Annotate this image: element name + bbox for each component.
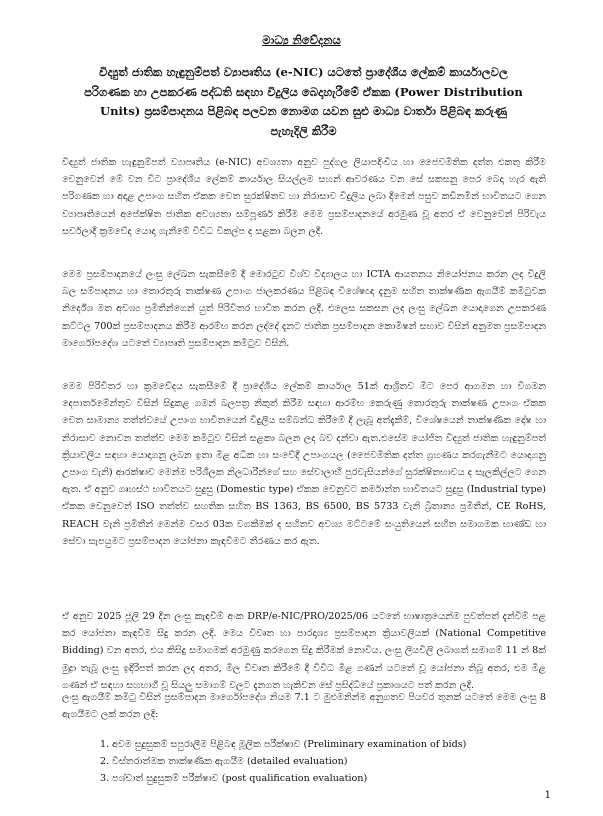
- list-item-number: 2.: [100, 756, 110, 767]
- body-paragraph: ලංසු ඇගයීම් කමිටු විසින් ප්‍රසම්පාදන මාර්ගෝපදේශ නියම 7.1 ට මුළුමනින්ම අනුගතව පියවර තුනක් යටතේ මෙම ලංසු 8 ඇගයීමට ලක් කරන ලදි:: [62, 692, 546, 721]
- list-item-number: 3.: [100, 773, 110, 784]
- page-number: 1: [544, 790, 551, 801]
- list-item-text: පශ්චාත් සුදුසුකම් පරීක්ෂාව (post qualification evaluation): [112, 773, 368, 784]
- body-paragraph: විද්‍යුත් ජාතික හැඳුනුම්පත් ව්‍යාපෘතිය (e-NIC) අවශ්‍යතා අනුව පුද්ගල ලියාපදිංචිය හා ජෛවමිතික දත්ත එකතු කිරීම වෙනුවෙන් මේ වන විට ප්‍රාදේශීය ලේකම් කාර්යාල සියල්ලම සහන් ආවරණය වන සේ සකසනු පෙර බෙදා හැර ඇති පරිගණක හා අදාළ උපාංග සහිත ඒකක වෙත සුරක්ෂිතව හා නිරාසාව විදුලිය ලබා දීමෙන් පසුව කඩිනමින් භාවිතයට ගෙන ව්‍යාපෘතියෙන් අපේක්ෂිත ජාතික අවශ්‍යතා සම්පූර්ණ කිරීම මෙම ප්‍රසම්පාදනයේ අරමුණ වූ අතර ඒ වෙනුවෙන් පිරිවැය සර්වලාදී ක්‍රමවේද යොදා ගැනීමේ විවිධ විකල්ප ද සළකා බලන ලදී.: [62, 157, 546, 237]
- title-line: පැහැදිලි කිරීම: [270, 123, 337, 138]
- body-paragraph: මෙම පිරිවිතර හා ක්‍රමවේදය සැකසීමේ දී ප්‍රාදේශීය ලේකම් කාර්යාල 51ක් ආශ්‍රිතව මීට පෙර ආගමන හා විගමන දෙපාර්තමේන්තුව විසින් සිදුකළ ගමන් බලපත්‍ර නිකුත් කිරීම සඳහා ආරම්භ කෙරුණු තොරතුරු තාක්ෂණ උපාංග ඒකක වෙත සාමාන්‍ය තත්ත්වයේ උපාංග භාවිතයෙන් විදුලිය සම්බන්ධ කිරීමේ දී ලැබූ අත්දැකීම්, විශේෂයෙන් තාක්ෂණික දෝෂ හා නිරාසාව නොවන තත්ත්ව මෙම කමිටුව විසින් සළකා බලන ලද බව දන්වා ඇත.එසේම යෝජිත විද්‍යුත් ජාතික හැඳුනුම්පත් ක්‍රියාවලිය සඳහා යොදාගනු ලබන ඉතා මිළ අධික හා සංවේදී උපාංගයල (ජෛවමිතික දත්ත ග්‍රහණය කරගැනීමට යොදාගනු උපාංග වැනි) ආරක්ෂාව මෙන්ම පරිශීලක නිලධාරීන්ගේ සහ සේවාලාභී පුරවැසියන්ගේ සුරක්ෂිතභාවය ද සැලකිල්ලට ගෙන ඇත. ඒ අනුව ගෘහස්ථ භාවිතයට සුදුසු (Domestic type) ඒකක වෙනුවට කර්මාන්ත භාවිතයට සුදුසු (Industrial type) ඒකක වෙනුවෙන් ISO තත්ත්ව සහතික සහිත BS 1363, BS 6500, BS 5733 වැනි බ්‍රිතාන්‍ය ප්‍රමිතීන්, CE RoHS, REACH වැනි ප්‍රමිතීන් මෙන්ම වසර 03ක වගකීමක් ද සහිතව අවශ්‍ය මට්ටමේ සංයුතියෙන් සහිත සමාගමක භාණ්ඩ හා සේවා සැපයුමට ප්‍රසම්පාදන යෝජනා කැඳවීමට තීරණය කර ඇත.: [62, 381, 547, 547]
- press-release-heading: මාධ්‍ය නිවේදනය: [262, 33, 341, 47]
- title-line: Units) ප්‍රසම්පාදනය පිළිබඳ පලවන නොමග යවන සුළු මාධ්‍ය වාර්තා පිළිබඳ කරුණු: [99, 104, 508, 119]
- body-paragraph: මෙම ප්‍රසම්පාදනයේ ලංසු ලේඛන සැකසීමේ දී මොරටුව විශ්ව විද්‍යාලය හා ICTA ආයතනය නියෝජනය කරන ලද විදුලි බල සම්පාදනය හා තොරතුරු තාක්ෂණ උපාංග ජාලකරණය පිළිබඳ විශේෂඥ දැනුම සහිත තාක්ෂණික ඇගයීම් කමිටුවක නිර්දේශ මත අවශ්‍ය ප්‍රමිතීන්ගෙන් යුත් පිරිවිතර භාවිත කරන ලදී. එලෙස සකසන ලද ලංසු ලේඛන යොදාගෙන උපකරණ කට්ටල 700ක් ප්‍රසම්පාදනය කිරීම ආරම්භ කරන ලද්දේ දැනට ජාතික ප්‍රසම්පාදන කොමිෂන් සභාව විසින් අනුමත ප්‍රසම්පාදන මාර්ගෝපදේශ යටතේ ව්‍යාපෘති ප්‍රසම්පාදන කමිටුව විසිනි.: [62, 269, 546, 349]
- list-item-number: 1.: [100, 739, 110, 750]
- title-line: විද්‍යුත් ජාතික හැඳුනුම්පත් ව්‍යාපෘතිය (e-NIC) යටතේ ප්‍රාදේශීය ලේකම් කාර්යාලවල: [99, 65, 508, 79]
- list-item-text: විස්තරාත්මක තාක්ෂණික ඇගයීම (detailed evaluation): [112, 756, 348, 767]
- list-item: [100, 736, 563, 753]
- list-item: [100, 753, 563, 770]
- list-item-text: අවම සුදුසුකම් සපුරාලීම පිළිබඳ මූලික පරීක්ෂාව (Preliminary examination of bids): [112, 739, 467, 750]
- body-paragraph: ඒ අනුව 2025 ජූලි 29 දින ලංසු කැඳවීම් අංක DRP/e-NIC/PRO/2025/06 යටතේ භාෂාත්‍රයෙන්ම පුවත්පත් දැන්වීම් පළ කර යෝජනා කැඳවීම සිදු කරන ලදි. මෙය විවෘත හා පාරදෘශ්‍ය ප්‍රසම්පාදන ක්‍රියාවලියක් (National Competitive Bidding) වන අතර, එය කිසිදු සමාගමක් අරමුණු කරගෙන සිදු කිරීමක් නොවිය. ලංසු ලියවිලි ලබාගත් සමාගම් 11 න් 8ක් මුද්‍රා තැබූ ලංසු ඉදිරිපත් කරන ලද අතර, මිල විවෘත කිරීමේ දී විවිධ මිළ ගණන් යටතේ වූ යෝජනා තිබූ අතර, එම මිළ ගණන් ඒ සඳහා සහභාගී වූ සියලු සමාගම් වලට දැනගත හැකිවන සේ ප්‍රසිද්ධියේ ප්‍රකාශයට පත් කරන ලදි.: [62, 611, 546, 691]
- document-title: [62, 63, 545, 141]
- evaluation-steps-list: [100, 736, 563, 787]
- list-item: [100, 770, 563, 787]
- title-line: පරිගණක හා උපකරණ පද්ධති සඳහා විදුලිය බෙදාහැරීමේ ඒකක (Power Distribution: [84, 84, 523, 99]
